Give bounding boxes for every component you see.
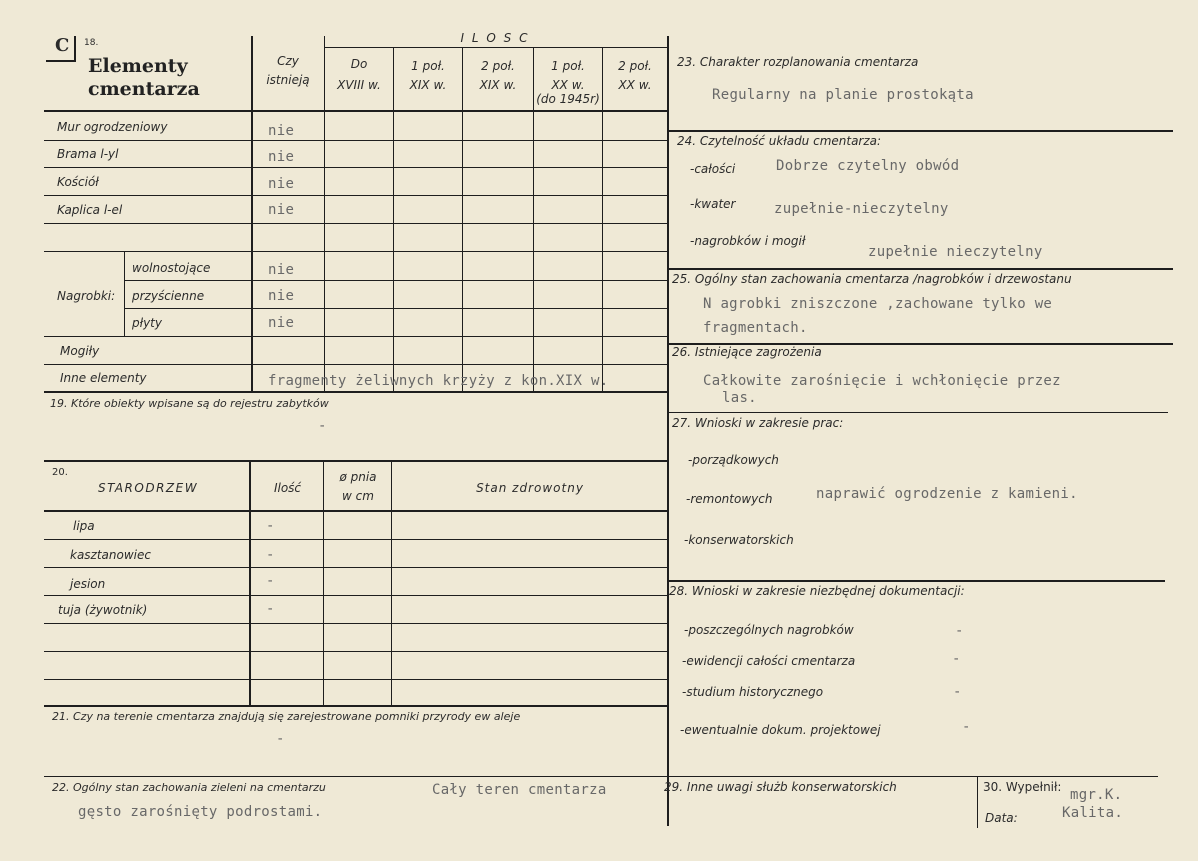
tree-jesion-label: jesion [70, 577, 106, 591]
t20-vline-1 [249, 461, 251, 705]
row-kaplica-label: Kaplica l-el [57, 203, 123, 217]
s27-label: 27. Wnioski w zakresie prac: [672, 416, 844, 430]
col-do1945: (do 1945r) [536, 92, 600, 106]
tree-lipa-label: lipa [73, 519, 95, 533]
s30-value-line2: Kalita. [1062, 805, 1124, 821]
row-kosciol-label: Kościół [57, 175, 99, 189]
tree-kasztanowiec-value: - [266, 547, 275, 563]
t20-vline-3 [391, 461, 392, 705]
s27-bottom [668, 580, 1165, 582]
nagrobki-vline [124, 252, 125, 336]
s24-label: 24. Czytelność układu cmentarza: [677, 134, 882, 148]
s20-col-wcm: w cm [342, 489, 374, 503]
s24-nagrobkow-label: -nagrobków i mogił [690, 234, 806, 248]
s24-bottom [668, 268, 1173, 270]
t18-row-line [44, 336, 668, 337]
s28-item-ewidencji: -ewidencji całości cmentarza [682, 654, 856, 668]
s28-item-nagrobkow: -poszczególnych nagrobków [684, 623, 854, 637]
col-xx-a: XX w. [551, 78, 585, 92]
nagrobki-wolnostojace-value: nie [268, 262, 295, 278]
t18-vline-3 [393, 47, 394, 391]
col-istnieja: istnieją [266, 73, 310, 87]
row-mur-label: Mur ogrodzeniowy [57, 120, 168, 134]
s26-value-line2: las. [722, 390, 757, 406]
inne-label: Inne elementy [60, 371, 147, 385]
t18-bottom [44, 391, 668, 393]
t18-row-line [44, 167, 668, 168]
s28-item-ewidencji-value: - [952, 651, 961, 667]
t18-row-line [44, 251, 668, 252]
ilosc-underline [324, 47, 668, 48]
t20-bottom [44, 705, 668, 707]
t18-vline-4 [462, 47, 463, 391]
col-xx-b: XX w. [618, 78, 652, 92]
row-kaplica-value: nie [268, 202, 295, 218]
s28-item-studium: -studium historycznego [682, 685, 824, 699]
t18-row-line [44, 223, 668, 224]
s20-col-pnia: ø pnia [339, 470, 377, 484]
s27-remontowych-value: naprawić ogrodzenie z kamieni. [816, 486, 1078, 502]
s28-item-projektowej-value: - [962, 719, 971, 735]
s20-col-ilosc: Ilość [273, 481, 302, 495]
t18-row-line [44, 140, 668, 141]
col-1pol-a: 1 poł. [411, 59, 445, 73]
s20-number: 20. [52, 467, 68, 478]
s20-col-stan: Stan zdrowotny [476, 481, 584, 495]
nagrobki-plyty-value: nie [268, 315, 295, 331]
s29-label: 29. Inne uwagi służb konserwatorskich [664, 780, 897, 794]
nagrobki-wolnostojace-label: wolnostojące [132, 261, 211, 275]
col-czy: Czy [277, 54, 299, 68]
col-xix-b: XIX w. [479, 78, 517, 92]
s19-label: 19. Które obiekty wpisane są do rejestru zabytków [50, 397, 329, 410]
t20-row-line [44, 679, 668, 680]
t18-header-bottom [44, 110, 668, 112]
s27-konserwatorskich: -konserwatorskich [684, 533, 794, 547]
s24-kwater-label: -kwater [690, 197, 736, 211]
s29-top [668, 776, 1158, 777]
s26-value-line1: Całkowite zarośnięcie i wchłonięcie przez [703, 373, 1061, 389]
s26-bottom [668, 412, 1168, 413]
row-kosciol-value: nie [268, 176, 295, 192]
mogily-label: Mogiły [60, 344, 100, 358]
s30-value-line1: mgr.K. [1070, 787, 1123, 803]
s30-vline [977, 776, 978, 828]
s23-bottom [668, 130, 1173, 132]
s25-value-line1: N agrobki zniszczone ,zachowane tylko we [703, 296, 1053, 312]
nagrobki-przyscienne-value: nie [268, 288, 295, 304]
nagrobki-label: Nagrobki: [57, 289, 116, 303]
tree-jesion-value: - [266, 573, 275, 589]
t18-vline-6 [602, 47, 603, 391]
s28-label: 28. Wnioski w zakresie niezbędnej dokumentacji: [669, 584, 965, 598]
t20-row-line [44, 539, 668, 540]
row-brama-label: Brama l-yl [57, 147, 119, 161]
t18-row-line [124, 280, 668, 281]
s22-label: 22. Ogólny stan zachowania zieleni na cmentarzu [52, 781, 326, 794]
s19-bottom [44, 460, 668, 462]
col-xix-a: XIX w. [409, 78, 447, 92]
s24-calosci-label: -całości [690, 162, 736, 176]
row-mur-value: nie [268, 123, 295, 139]
tree-tuja-label: tuja (żywotnik) [58, 603, 148, 617]
tree-kasztanowiec-label: kasztanowiec [70, 548, 151, 562]
s21-label: 21. Czy na terenie cmentarza znajdują się zarejestrowane pomniki przyrody ew aleje [52, 710, 521, 723]
s30-label: 30. Wypełnił: [983, 780, 1062, 794]
s18-title-line1: Elementy [88, 55, 188, 77]
s18-title-line2: cmentarza [88, 78, 200, 100]
data-label: Data: [985, 811, 1018, 825]
t18-vline-1 [251, 36, 253, 391]
tree-tuja-value: - [266, 601, 275, 617]
s24-calosci-value: Dobrze czytelny obwód [776, 158, 960, 174]
s27-porzadkowych: -porządkowych [688, 453, 779, 467]
t20-vline-2 [323, 461, 324, 705]
t20-row-line [44, 567, 668, 568]
center-divider [667, 36, 669, 826]
s23-value: Regularny na planie prostokąta [712, 87, 974, 103]
col-2pol-b: 2 poł. [618, 59, 652, 73]
col-1pol-b: 1 poł. [551, 59, 585, 73]
s25-label: 25. Ogólny stan zachowania cmentarza /nagrobków i drzewostanu [672, 272, 1072, 286]
s22-value-line1: Cały teren cmentarza [432, 782, 607, 798]
s22-top [44, 776, 668, 777]
nagrobki-plyty-label: płyty [132, 316, 162, 330]
row-brama-value: nie [268, 149, 295, 165]
s20-title: STARODRZEW [98, 481, 199, 495]
col-2pol-a: 2 poł. [481, 59, 515, 73]
t20-row-line [44, 595, 668, 596]
ilosc-header: I L O S C [460, 31, 530, 45]
s25-value-line2: fragmentach. [703, 320, 808, 336]
s27-remontowych: -remontowych [686, 492, 773, 506]
t18-row-line [124, 308, 668, 309]
s28-item-studium-value: - [953, 684, 962, 700]
s24-kwater-value: zupełnie-nieczytelny [774, 201, 949, 217]
s28-item-projektowej: -ewentualnie dokum. projektowej [680, 723, 881, 737]
s26-label: 26. Istniejące zagrożenia [672, 345, 822, 359]
t20-row-line [44, 623, 668, 624]
s24-nagrobkow-value: zupełnie nieczytelny [868, 244, 1043, 260]
col-do: Do [350, 57, 368, 71]
col-xviii: XVIII w. [337, 78, 381, 92]
corner-letter: C [55, 35, 70, 56]
s18-number: 18. [84, 38, 99, 48]
t18-row-line [44, 364, 668, 365]
t20-header-bottom [44, 510, 668, 512]
s22-value-line2: gęsto zarośnięty podrostami. [78, 804, 323, 820]
s19-value: - [318, 418, 327, 434]
t20-row-line [44, 651, 668, 652]
tree-lipa-value: - [266, 518, 275, 534]
s28-item-nagrobkow-value: - [955, 623, 964, 639]
t18-row-line [44, 195, 668, 196]
nagrobki-przyscienne-label: przyścienne [132, 289, 205, 303]
s23-label: 23. Charakter rozplanowania cmentarza [677, 55, 919, 69]
inne-value: fragmenty żeliwnych krzyży z kon.XIX w. [268, 373, 609, 389]
s21-value: - [276, 731, 285, 747]
